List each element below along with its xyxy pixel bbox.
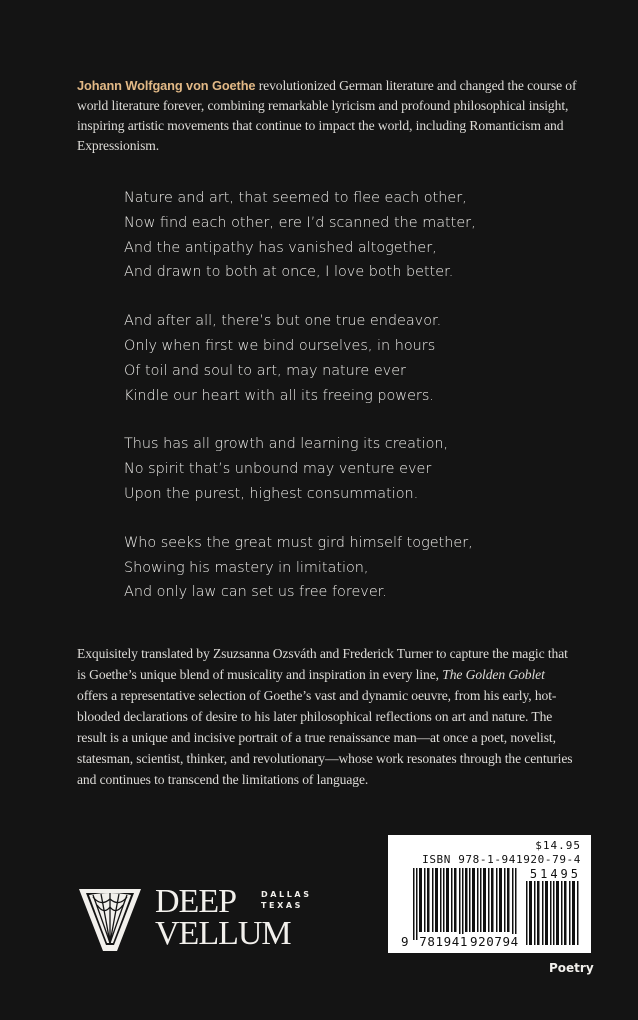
barcode-digits — [400, 934, 520, 949]
poem-line: No spirit that’s unbound may venture ever — [124, 461, 432, 478]
stanza — [124, 432, 524, 506]
poem-line: And only law can set us free forever. — [124, 584, 387, 601]
publisher-name-line1: DEEP — [155, 883, 236, 920]
lotus-v-icon — [77, 887, 143, 953]
book-description — [77, 643, 577, 790]
poem-line: And drawn to both at once, I love both better. — [124, 264, 454, 281]
stanza — [124, 309, 524, 408]
poem-line: Only when first we bind ourselves, in hours — [124, 337, 436, 354]
book-title: The Golden Goblet — [442, 667, 545, 682]
poem-line: Now find each other, ere I’d scanned the matter, — [124, 214, 476, 231]
poem-line: Kindle our heart with all its freeing powers. — [124, 387, 434, 404]
publisher-city: DALLAS — [261, 890, 312, 899]
genre-label: Poetry — [549, 961, 594, 975]
price-code: 51495 — [529, 867, 581, 881]
author-intro — [77, 76, 577, 156]
intro-text: revolutionized German literature and changed the course of world literature forever, combining remarkable lyricism and profound philosophical insight, inspiring artistic movements that continue to impact the world, including Romanticism and Expressionism. — [77, 78, 577, 153]
author-name: Johann Wolfgang von Goethe — [77, 78, 256, 93]
stanza — [124, 186, 524, 285]
poem-line: Thus has all growth and learning its creation, — [124, 436, 449, 453]
poem-excerpt — [124, 186, 524, 629]
barcode-bars-icon — [413, 868, 517, 940]
poem-line: Showing his mastery in limitation, — [124, 559, 369, 576]
barcode-digit-first: 9 — [401, 934, 410, 949]
publisher-state: TEXAS — [261, 901, 304, 910]
stanza — [124, 531, 524, 605]
poem-line: Of toil and soul to art, may nature ever — [124, 362, 406, 379]
addon-barcode-bars-icon — [526, 881, 579, 945]
isbn-label: ISBN 978-1-941920-79-4 — [422, 853, 581, 866]
barcode-digits-right: 920794 — [470, 934, 519, 949]
poem-line: Upon the purest, highest consummation. — [124, 485, 419, 502]
price-label: $14.95 — [535, 839, 581, 852]
blurb-text: offers a representative selection of Goethe’s vast and dynamic oeuvre, from his early, hot-blooded declarations of desire to his later philosophical reflections on art and nature. The result is a unique and incisive portrait of a true renaissance man—at once a poet, novelist, statesman, scientist, thinker, and revolutionary—whose work resonates through the centuries and continues to transcend the limitations of language. — [77, 688, 573, 787]
poem-line: Nature and art, that seemed to flee each other, — [124, 190, 467, 206]
publisher-name-line2: VELLUM — [155, 915, 291, 952]
poem-line: Who seeks the great must gird himself together, — [124, 534, 473, 551]
publisher-logo — [77, 883, 317, 957]
blurb-text: Exquisitely translated by Zsuzsanna Ozsváth and Frederick Turner to capture the magic that is Goethe’s unique blend of musicality and inspiration in every line, — [77, 646, 568, 682]
barcode-digits-left: 781941 — [419, 934, 469, 949]
poem-line: And after all, there’s but one true endeavor. — [124, 313, 442, 330]
poem-line: And the antipathy has vanished altogether, — [124, 239, 437, 256]
isbn-barcode — [388, 835, 591, 953]
